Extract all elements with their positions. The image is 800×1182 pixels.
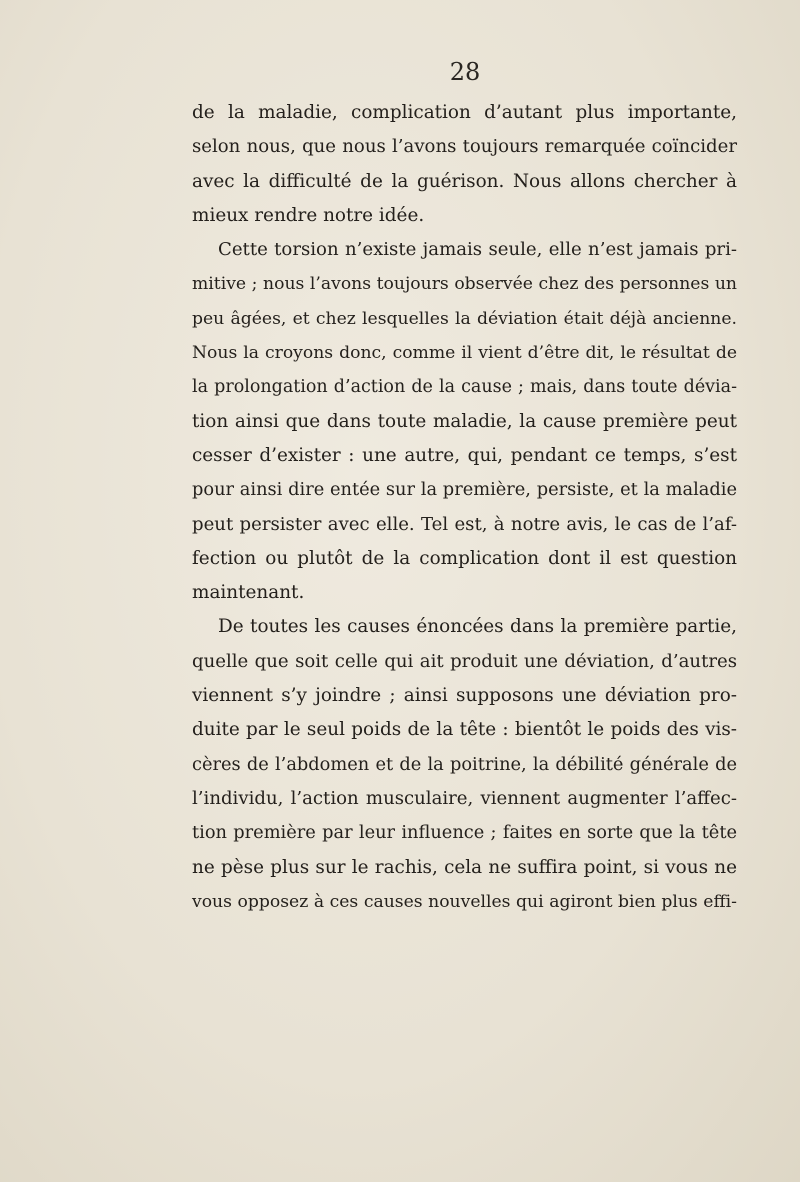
page-number: 28 — [449, 58, 481, 86]
text-line: peu âgées, et chez lesquelles la déviation était déjà ancienne. — [192, 308, 737, 329]
text-line: ne pèse plus sur le rachis, cela ne suffira point, si vous ne — [192, 856, 737, 878]
text-line: fection ou plutôt de la complication dont il est question — [192, 547, 737, 569]
body-text — [192, 96, 737, 919]
text-line: tion ainsi que dans toute maladie, la cause première peut — [192, 410, 737, 432]
text-line: la prolongation d’action de la cause ; mais, dans toute dévia- — [192, 377, 737, 398]
text-line: viennent s’y joindre ; ainsi supposons une déviation pro- — [192, 685, 737, 707]
text-line: selon nous, que nous l’avons toujours remarquée coïncider — [192, 136, 737, 158]
text-line: mitive ; nous l’avons toujours observée chez des personnes un — [192, 274, 737, 295]
text-line: avec la difficulté de la guérison. Nous allons chercher à — [192, 170, 737, 192]
text-line: Cette torsion n’existe jamais seule, elle n’est jamais pri- — [218, 239, 737, 261]
text-line: vous opposez à ces causes nouvelles qui agiront bien plus effi- — [192, 891, 737, 912]
text-line: maintenant. — [192, 582, 305, 604]
text-line: l’individu, l’action musculaire, viennent augmenter l’affec- — [192, 787, 737, 809]
text-line: peut persister avec elle. Tel est, à notre avis, le cas de l’af- — [192, 513, 737, 535]
text-line: duite par le seul poids de la tête : bientôt le poids des vis- — [192, 719, 737, 741]
text-line: Nous la croyons donc, comme il vient d’être dit, le résultat de — [192, 343, 737, 364]
text-line: tion première par leur influence ; faites en sorte que la tête — [192, 822, 737, 844]
text-line: mieux rendre notre idée. — [192, 204, 425, 226]
text-line: de la maladie, complication d’autant plus importante, — [192, 102, 737, 123]
text-line: De toutes les causes énoncées dans la première partie, — [218, 616, 737, 638]
text-line: cères de l’abdomen et de la poitrine, la débilité générale de — [192, 753, 737, 775]
text-line: quelle que soit celle qui ait produit une déviation, d’autres — [192, 650, 737, 672]
text-line: cesser d’exister : une autre, qui, pendant ce temps, s’est — [192, 444, 737, 466]
text-line: pour ainsi dire entée sur la première, persiste, et la maladie — [192, 479, 737, 501]
